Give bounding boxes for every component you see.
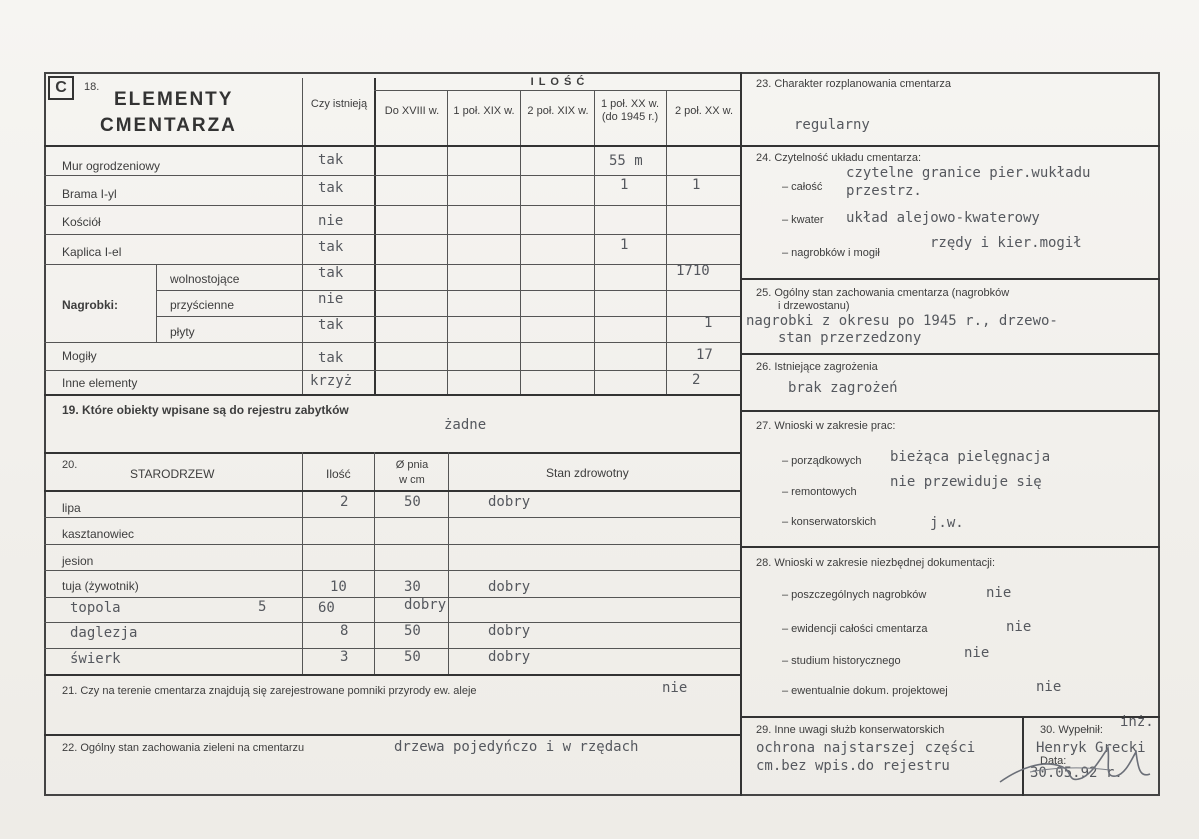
- q22-label: 22. Ogólny stan zachowania zieleni na cmentarzu: [62, 742, 305, 754]
- q24-label: 24. Czytelność układu cmentarza:: [756, 152, 922, 164]
- trees-title: STARODRZEW: [130, 467, 215, 481]
- q21-value: nie: [662, 680, 688, 696]
- row-label: Kaplica I-el: [62, 245, 122, 259]
- trees-number: 20.: [62, 459, 78, 471]
- q22-value: drzewa pojedyńczo i w rzędach: [394, 739, 639, 755]
- q30-date: 30.05.92 r.: [1030, 765, 1123, 781]
- period-header-3: 2 poł. XIX w.: [527, 105, 589, 117]
- period-header-2: 1 poł. XIX w.: [453, 105, 515, 117]
- tree-health: dobry: [488, 579, 531, 595]
- q24-calosc-label: – całość: [782, 181, 823, 193]
- section-letter-box: C: [48, 76, 74, 100]
- q24-kwater-label: – kwater: [782, 214, 824, 226]
- tree-name: lipa: [62, 501, 81, 515]
- exists-value: nie: [318, 291, 344, 307]
- tree-diam: dobry: [404, 597, 447, 613]
- tree-count: 10: [330, 579, 347, 595]
- q28-c-label: – studium historycznego: [782, 655, 901, 667]
- q23-label: 23. Charakter rozplanowania cmentarza: [756, 78, 952, 90]
- exists-value: tak: [318, 350, 344, 366]
- tree-name: kasztanowiec: [62, 527, 135, 541]
- row-label: Inne elementy: [62, 376, 138, 390]
- q24-kwater-value: układ alejowo-kwaterowy: [846, 210, 1040, 226]
- q27-kons-value: j.w.: [930, 515, 964, 531]
- q28-c-value: nie: [964, 645, 990, 661]
- q29-value-line1: ochrona najstarszej części: [756, 740, 976, 756]
- period-header-5: 2 poł. XX w.: [674, 105, 734, 117]
- q28-a-value: nie: [986, 585, 1012, 601]
- period5-value: 17: [696, 347, 713, 363]
- q24-calosc-value2: przestrz.: [846, 183, 922, 199]
- period5-value: 1: [692, 177, 701, 193]
- tree-name: jesion: [62, 554, 94, 568]
- q28-d-label: – ewentualnie dokum. projektowej: [782, 685, 948, 697]
- exists-value: tak: [318, 152, 344, 168]
- section-number: 18.: [84, 81, 100, 93]
- section-title-line1: ELEMENTY: [114, 89, 234, 110]
- q29-label: 29. Inne uwagi służb konserwatorskich: [756, 724, 945, 736]
- exists-value: tak: [318, 239, 344, 255]
- exists-value: tak: [318, 317, 344, 333]
- tree-diam: 50: [404, 623, 421, 639]
- q21-label: 21. Czy na terenie cmentarza znajdują się zarejestrowane pomniki przyrody ew. aleje: [62, 685, 477, 697]
- tree-name: świerk: [70, 651, 121, 667]
- row-label: Mur ogrodzeniowy: [62, 159, 161, 173]
- nagrobki-label: Nagrobki:: [62, 298, 119, 312]
- period5-value: 1: [704, 315, 713, 331]
- q30-name: Henryk Grecki: [1036, 740, 1146, 756]
- q25-label-line1: 25. Ogólny stan zachowania cmentarza (nagrobków: [756, 287, 1010, 299]
- q27-rem-value: nie przewiduje się: [890, 474, 1042, 490]
- tree-diam: 30: [404, 579, 421, 595]
- q28-label: 28. Wnioski w zakresie niezbędnej dokumentacji:: [756, 557, 996, 569]
- row-label: wolnostojące: [170, 272, 240, 286]
- tree-count: 3: [340, 649, 349, 665]
- q29-value-line2: cm.bez wpis.do rejestru: [756, 758, 950, 774]
- q23-value: regularny: [794, 117, 870, 133]
- q24-calosc-value1: czytelne granice pier.wukładu: [846, 165, 1091, 181]
- row-label: Mogiły: [62, 349, 97, 363]
- q25-value-line2: stan przerzedzony: [778, 330, 922, 346]
- q24-nagrobkow-value: rzędy i kier.mogił: [930, 235, 1082, 251]
- period-header-1: Do XVIII w.: [384, 105, 440, 117]
- q28-b-value: nie: [1006, 619, 1032, 635]
- period4-value: 1: [620, 177, 629, 193]
- row-label: Kościół: [62, 215, 101, 229]
- q27-rem-label: – remontowych: [782, 486, 857, 498]
- q25-label-line2: i drzewostanu): [778, 300, 850, 312]
- period-header-4: 1 poł. XX w. (do 1945 r.): [600, 98, 660, 123]
- row-label: przyścienne: [170, 298, 235, 312]
- exists-value: tak: [318, 180, 344, 196]
- q19-value: żadne: [444, 417, 487, 433]
- tree-health: dobry: [488, 649, 531, 665]
- section-title-line2: CMENTARZA: [100, 115, 237, 136]
- tree-count: 8: [340, 623, 349, 639]
- period4-value: 55 m: [609, 153, 643, 169]
- q30-label: 30. Wypełnił:: [1040, 724, 1103, 736]
- period4-value: 1: [620, 237, 629, 253]
- q28-a-label: – poszczególnych nagrobków: [782, 589, 927, 601]
- q27-label: 27. Wnioski w zakresie prac:: [756, 420, 896, 432]
- exists-value: krzyż: [310, 373, 353, 389]
- period5-value: 2: [692, 372, 701, 388]
- row-label: płyty: [170, 325, 195, 339]
- col-exists-header: Czy istnieją: [310, 98, 368, 110]
- tree-extra: 5: [258, 599, 267, 615]
- tree-name: topola: [70, 600, 121, 616]
- tree-count: 2: [340, 494, 349, 510]
- q30-title: inż.: [1120, 714, 1154, 730]
- tree-health: dobry: [488, 494, 531, 510]
- trees-diam-header-top: Ø pnia: [395, 459, 429, 471]
- tree-count: 60: [318, 600, 335, 616]
- tree-health: dobry: [488, 623, 531, 639]
- trees-diam-header-bottom: w cm: [399, 474, 425, 486]
- row-label: Brama I-yl: [62, 187, 117, 201]
- q28-d-value: nie: [1036, 679, 1062, 695]
- q27-porz-label: – porządkowych: [782, 455, 862, 467]
- q30-date-label: Data:: [1040, 755, 1067, 767]
- q19-label: 19. Które obiekty wpisane są do rejestru zabytków: [62, 403, 349, 417]
- tree-diam: 50: [404, 494, 421, 510]
- q25-value-line1: nagrobki z okresu po 1945 r., drzewo-: [746, 313, 1058, 329]
- period5-value: 1710: [676, 263, 710, 279]
- tree-name: daglezja: [70, 625, 138, 641]
- q28-b-label: – ewidencji całości cmentarza: [782, 623, 928, 635]
- trees-count-header: Ilość: [326, 467, 351, 481]
- q26-value: brak zagrożeń: [788, 380, 898, 396]
- q27-porz-value: bieżąca pielęgnacja: [890, 449, 1051, 465]
- trees-health-header: Stan zdrowotny: [546, 466, 629, 480]
- tree-diam: 50: [404, 649, 421, 665]
- ilosc-header: I L O Ś Ć: [530, 76, 586, 88]
- handwritten-signature: [990, 738, 1160, 794]
- tree-name: tuja (żywotnik): [62, 579, 139, 593]
- q24-nagrobkow-label: – nagrobków i mogił: [782, 247, 880, 259]
- exists-value: nie: [318, 213, 344, 229]
- exists-value: tak: [318, 265, 344, 281]
- q26-label: 26. Istniejące zagrożenia: [756, 361, 878, 373]
- q27-kons-label: – konserwatorskich: [782, 516, 877, 528]
